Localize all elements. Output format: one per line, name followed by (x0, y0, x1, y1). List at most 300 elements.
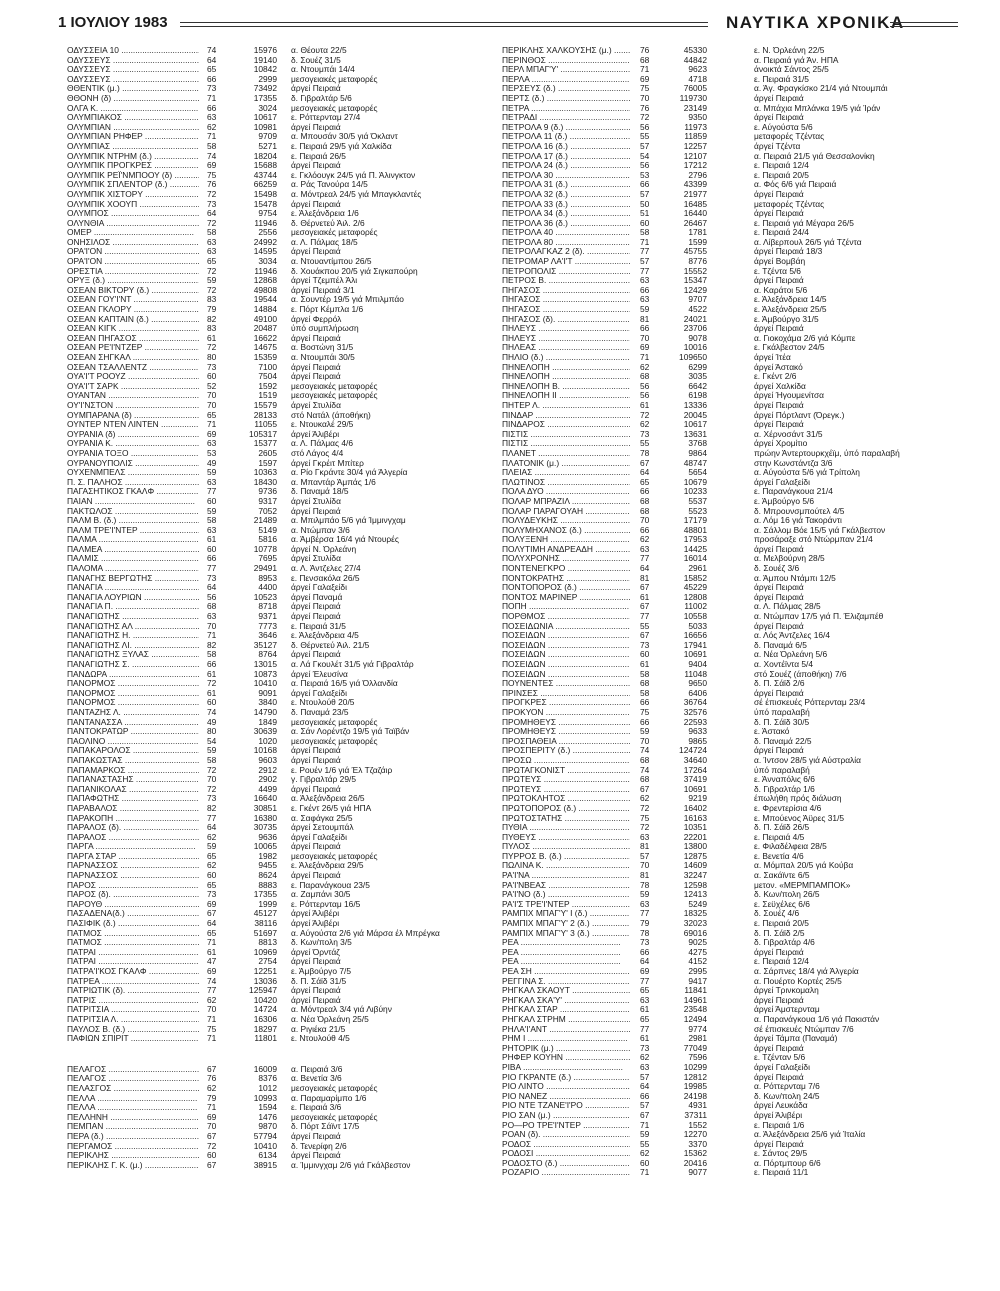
ship-entry-row (502, 977, 962, 987)
ship-entry-row (502, 852, 962, 862)
ship-name: ΠΕΤΡΟΠΟΛΙΣ ..... (502, 267, 630, 277)
ship-name: ΠΑΤΡΑΙ ..... (67, 957, 199, 967)
build-year: 64 (640, 563, 650, 574)
build-year: 71 (207, 1033, 217, 1044)
build-year: 60 (207, 1150, 217, 1161)
build-year: 76 (640, 45, 650, 55)
build-year: 59 (207, 745, 217, 756)
ship-name: ΠΑΤΡΑ'Ι'ΚΟΣ ΓΚΑΛΦ ..... (67, 967, 199, 977)
status-location: άργεί Πειραιά (754, 419, 804, 430)
status-location: δ. Κων/πολη 3/5 (291, 937, 352, 948)
status-location: ε. Πειραιά 3/6 (291, 1102, 342, 1113)
tonnage: 11946 (254, 217, 277, 228)
tonnage: 105317 (249, 428, 277, 439)
build-year: 58 (207, 649, 217, 660)
build-year: 76 (640, 102, 650, 113)
tonnage: 10617 (253, 112, 277, 123)
ship-name: ΠΕΤΡΟΛΑ 30 ..... (502, 171, 630, 181)
ship-name: ΡΙΟ ΝΑΝΕΖ ..... (502, 1092, 630, 1102)
ship-name: ΠΕΛΛΑ ..... (67, 1103, 199, 1113)
ship-name: ΟΥΜΠΑΡΑΝΑ (δ) ..... (67, 411, 199, 421)
ship-name: ΠΟΣΕΙΔΩΝΙΑ ..... (502, 622, 630, 632)
tonnage: 22201 (683, 831, 707, 842)
ship-name: ΠΑΤΜΟΣ ..... (67, 929, 199, 939)
build-year: 62 (207, 121, 217, 132)
tonnage: 37419 (683, 774, 707, 785)
build-year: 52 (207, 380, 217, 391)
build-year: 78 (640, 927, 650, 938)
build-year: 77 (207, 812, 217, 823)
ship-name: ΠΕΤΡΟΛΑ 31 (δ.) ..... (502, 180, 630, 190)
ship-name: ΠΑΝΑΓΙΩΤΗΣ ..... (67, 612, 199, 622)
ship-name: ΠΡΟΜΗΘΕΥΣ ..... (502, 718, 630, 728)
build-year: 63 (207, 611, 217, 622)
build-year: 73 (207, 83, 217, 94)
tonnage: 14790 (253, 706, 277, 717)
ship-name: ΠΑΡΝΑΣΣΟΣ ..... (67, 861, 199, 871)
ship-entry-row (67, 267, 497, 277)
ship-entry-row (502, 957, 962, 967)
status-location: άργεί Πειραιά (291, 985, 341, 996)
ship-name: ΠΕΛΛΑ ..... (67, 1094, 199, 1104)
build-year: 77 (207, 563, 217, 574)
status-location: ε. Άστακό (754, 726, 790, 737)
tonnage: 10410 (253, 1140, 277, 1151)
ship-entry-row (67, 65, 497, 75)
status-location: μεσογειακές μεταφορές (291, 1111, 378, 1122)
page-header (58, 12, 958, 38)
ship-name: ΠΑΝΤΑΖΗΣ Λ. ..... (67, 708, 199, 718)
tonnage: 9865 (688, 735, 707, 746)
tonnage: 12251 (253, 966, 277, 976)
build-year: 60 (640, 217, 650, 228)
ship-entry-row (67, 257, 497, 267)
status-location: α. Σακάϊντε 6/5 (754, 870, 810, 881)
tonnage: 13336 (683, 399, 707, 410)
status-location: α. Μπουσάν 30/5 γιά Όκλαντ (291, 131, 398, 142)
tonnage: 10016 (683, 342, 707, 353)
ship-name: ΠΥΘΕΥΣ ..... (502, 833, 630, 843)
build-year: 57 (640, 188, 650, 199)
ship-entry-row (67, 909, 497, 919)
ship-name: ΠΗΛΕΥΣ ..... (502, 324, 630, 334)
build-year: 71 (640, 236, 650, 247)
ship-name: ΠΟΝΤΟΣ ΜΑΡΙΝΕΡ ..... (502, 593, 630, 603)
build-year: 57 (640, 256, 650, 267)
ship-entry-row (502, 986, 962, 996)
build-year: 60 (207, 870, 217, 881)
ship-list-block-c (502, 46, 962, 1178)
ship-entry-row (502, 56, 962, 66)
status-location: ε. Πειραιά 12/4 (754, 160, 809, 171)
status-location: α. Σουντέρ 19/5 γιά Μπιλμπάο (291, 294, 404, 305)
tonnage: 11002 (684, 601, 707, 612)
status-location: ε. Πειραιά 20/5 (754, 169, 809, 180)
ship-entry-row (502, 363, 962, 373)
build-year: 77 (207, 985, 217, 996)
status-location: α. Λ. Πάλμας 18/5 (291, 236, 358, 247)
status-location: μεσογειακές μεταφορές (291, 227, 378, 238)
status-location: δ. Γιβραλτάρ 1/6 (754, 783, 815, 794)
ship-name: ΡΗΓΚΑΛ ΣΚΑ'Υ' ..... (502, 996, 630, 1006)
build-year: 63 (207, 476, 217, 487)
status-location: μεσογειακές μεταφορές (291, 380, 378, 391)
status-location: δ. Μπρουνσμπούτελ 4/5 (754, 505, 845, 516)
tonnage: 26467 (683, 217, 707, 228)
status-location: άργεί Άλιβέρι (754, 1109, 803, 1120)
ship-name: ΠΗΓΑΣΟΣ ..... (502, 295, 630, 305)
ship-name: ΠΕΤΡΟΛΑ 36 (δ.) ..... (502, 219, 630, 229)
ship-name: ΠΑΝΑΓΙΑ ΛΟΥΡΙΩΝ ..... (67, 593, 199, 603)
ship-name: ΠΑΝΑΓΙΩΤΗΣ ΑΛ ..... (67, 622, 199, 632)
ship-entry-row (67, 56, 497, 66)
tonnage: 16485 (683, 198, 707, 209)
ship-name: ΠΕΡΓΑΜΟΣ ..... (67, 1142, 199, 1152)
status-location: άργεί Πειραιά (754, 112, 804, 123)
status-location: ε. Πειραιά 29/5 γιά Χαλκίδα (291, 140, 392, 151)
tonnage: 1020 (258, 735, 277, 746)
ship-name: ΠΑΡΟΥΘ ..... (67, 900, 199, 910)
status-location: α. Καράτοι 5/6 (754, 284, 808, 295)
build-year: 69 (207, 966, 217, 976)
ship-name: ΠΑΠΑΝΑΣΤΑΣΗΣ ..... (67, 775, 199, 785)
ship-entry-row (502, 660, 962, 670)
status-location: άργεί Χρομίτιο (754, 438, 808, 449)
ship-entry-row (67, 180, 497, 190)
ship-entry-row (67, 602, 497, 612)
tonnage: 19544 (253, 294, 277, 305)
build-year: 58 (207, 140, 217, 151)
ship-name: ΠΑΠΑΝΙΚΟΛΑΣ ..... (67, 785, 199, 795)
tonnage: 19985 (683, 1081, 707, 1092)
build-year: 63 (207, 246, 217, 257)
tonnage: 18430 (253, 476, 277, 487)
status-location: ε. Πειραιά 1/6 (754, 1119, 805, 1130)
tonnage: 4522 (688, 304, 707, 315)
status-location: ε. Άλεξάνδρεια 4/5 (291, 630, 359, 641)
ship-name: ΡΕΓΓΙΝΑ Σ. ..... (502, 977, 630, 987)
status-location: άργεί Πειραιά (291, 783, 341, 794)
status-location: α. Λίβερπουλ 26/5 γιά Τζέντα (754, 236, 862, 247)
tonnage: 18325 (683, 908, 707, 919)
ship-name: ΟΥΑΝΤΑΝ ..... (67, 391, 199, 401)
ship-name: ΠΡΟΜΗΘΕΥΣ ..... (502, 727, 630, 737)
status-location: μεταφορές Τζέντας (754, 131, 825, 142)
ship-name: ΡΗΦΕΡ ΚΟΥΗΝ ..... (502, 1053, 630, 1063)
ship-name: ΠΙΣΤΙΣ ..... (502, 430, 630, 440)
ship-entry-row (67, 1074, 497, 1084)
ship-name: ΟΣΕΑΝ ΣΗΓΚΑΛ ..... (67, 353, 199, 363)
status-location: α. Βοστώνη 31/5 (291, 342, 354, 353)
build-year: 74 (207, 150, 217, 161)
build-year: 59 (207, 505, 217, 516)
build-year: 53 (640, 169, 650, 180)
status-location: δ. Θέρνετεύ Άιλ. 2/6 (291, 217, 365, 228)
status-location: γ. Γιβραλτάρ 29/5 (291, 774, 356, 785)
tonnage: 9709 (258, 131, 277, 142)
build-year: 65 (640, 985, 650, 996)
status-location: άργεί Πειραιά (754, 1138, 804, 1149)
status-location: άργεί Τζέντα (754, 140, 801, 151)
status-location: άργεί Έλευσίνα (291, 668, 348, 679)
ship-name: ΡΗΛΑ'Ι'ΑΝΤ ..... (502, 1025, 630, 1035)
ship-name: ΠΑΝΤΑΝΑΣΣΑ ..... (67, 718, 199, 728)
tonnage: 17941 (683, 639, 707, 650)
status-location: ε. Γκέντ 2/6 (754, 371, 797, 382)
ship-name: ΟΥΧΕΝΜΠΕΛΣ ..... (67, 468, 199, 478)
tonnage: 19140 (253, 54, 277, 65)
ship-name: ΠΕΤΡΟΛΑ 11 (δ.) ..... (502, 132, 630, 142)
ship-entry-row (67, 631, 497, 641)
status-location: ε. Αύγούστα 5/6 (754, 121, 813, 132)
tonnage: 3034 (258, 256, 277, 267)
ship-name: ΠΙΝΔΑΡ ..... (502, 411, 630, 421)
tonnage: 45127 (253, 908, 277, 919)
ship-name: ΟΥΡΑΝΟΥΠΟΛΙΣ ..... (67, 459, 199, 469)
ship-entry-row (502, 94, 962, 104)
tonnage: 13800 (683, 841, 707, 852)
status-location: α. Πειραιά γιά Άν. ΗΠΑ (754, 54, 839, 65)
tonnage: 8953 (258, 572, 277, 583)
build-year: 65 (640, 476, 650, 487)
ship-entry-row (67, 746, 497, 756)
tonnage: 11946 (254, 265, 277, 276)
tonnage: 2754 (258, 956, 277, 967)
ship-entry-row (502, 219, 962, 229)
status-location: α. Πόρτμπουρ 6/6 (754, 1157, 821, 1168)
build-year: 65 (207, 927, 217, 938)
ship-entry-row (67, 794, 497, 804)
ship-entry-row (502, 545, 962, 555)
build-year: 64 (207, 918, 217, 929)
status-location: έπωλήθη πρός διάλυση (754, 793, 842, 804)
status-location: άργεί Πειραιά (291, 870, 341, 881)
build-year: 58 (640, 687, 650, 698)
ship-entry-row (502, 1140, 962, 1150)
status-location: α. Φός 6/6 γιά Πειραιά (754, 179, 837, 190)
ship-name: ΡΙΟ ΛΙΝΤΟ ..... (502, 1082, 630, 1092)
ship-entry-row (502, 929, 962, 939)
ship-entry-row (67, 295, 497, 305)
tonnage: 15552 (683, 265, 707, 276)
ship-name: ΟΡΥΞ (δ.) ..... (67, 276, 199, 286)
status-location: α. Ίμμινγχαμ 2/6 γιά Γκάλβεστον (291, 1159, 411, 1170)
ship-entry-row (502, 833, 962, 843)
ship-entry-row (67, 84, 497, 94)
ship-name: ΠΑΛΟΜΑ ..... (67, 564, 199, 574)
tonnage: 14724 (253, 1004, 277, 1015)
status-location: ε. Πειραιά 31/5 (754, 73, 809, 84)
build-year: 61 (640, 659, 650, 669)
ship-name: ΠΡΟΚΥΟΝ ..... (502, 708, 630, 718)
build-year: 57 (640, 1100, 650, 1111)
status-location: α. Ριγιέκα 21/5 (291, 1023, 346, 1034)
ship-name: ΟΜΕΡ ..... (67, 228, 199, 238)
status-location: άργεί Πειραιά (754, 620, 804, 631)
tonnage: 1592 (258, 380, 277, 391)
tonnage: 1476 (258, 1111, 277, 1122)
ship-name: ΟΛΥΜΠΙΑΚΟΣ ..... (67, 113, 199, 123)
ship-name: ΡΕΑ ΣΗ ..... (502, 967, 630, 977)
tonnage: 9864 (688, 447, 707, 458)
ship-entry-row (67, 967, 497, 977)
build-year: 74 (207, 45, 217, 55)
build-year: 63 (640, 831, 650, 842)
tonnage: 23149 (683, 102, 707, 113)
tonnage: 8776 (688, 256, 707, 267)
status-location: μεσογειακές μεταφορές (291, 390, 378, 401)
ship-entry-row (502, 679, 962, 689)
tonnage: 15852 (683, 572, 707, 583)
ship-entry-row (67, 487, 497, 497)
ship-entry-row (67, 775, 497, 785)
ship-entry-row (67, 343, 497, 353)
ship-name: ΠΕΤΡΟΛΑ 16 (δ.) ..... (502, 142, 630, 152)
build-year: 77 (207, 486, 217, 497)
build-year: 63 (207, 112, 217, 123)
tonnage: 4499 (258, 783, 277, 794)
ship-entry-row (67, 670, 497, 680)
build-year: 59 (640, 304, 650, 315)
ship-name: ΠΕΡΛΑ ..... (502, 75, 630, 85)
build-year: 80 (207, 352, 217, 362)
status-location: άργεί Πειραιά (291, 1130, 341, 1141)
ship-entry-row (67, 334, 497, 344)
ship-entry-row (67, 1034, 497, 1044)
status-location: ε. Ρόττερνταμ 16/5 (291, 898, 361, 909)
ship-entry-row (502, 842, 962, 852)
build-year: 69 (207, 428, 217, 439)
build-year: 83 (207, 294, 217, 305)
build-year: 72 (640, 822, 650, 833)
ship-entry-row (502, 1101, 962, 1111)
build-year: 62 (640, 361, 650, 372)
ship-name: ΠΡΟΣΠΑΘΕΙΑ ..... (502, 737, 630, 747)
status-location: α. Παραμαρίμπο 1/6 (291, 1092, 367, 1103)
ship-name: ΠΑΝΤΟΚΡΑΤΩΡ ..... (67, 727, 199, 737)
ship-name: ΠΗΝΕΛΟΠΗ Β. ..... (502, 382, 630, 392)
ship-entry-row (502, 142, 962, 152)
ship-name: ΡΗΤΟΡΙΚ (μ.) ..... (502, 1044, 630, 1054)
status-location: άργεί Πειραιά (291, 160, 341, 171)
status-location: άργεί Πειραιά (291, 246, 341, 257)
build-year: 81 (640, 841, 650, 852)
ship-name: ΠΑΤΡΑΙ ..... (67, 948, 199, 958)
status-location: άργεί Πειραιά (754, 994, 804, 1005)
status-location: α. Αύγούστα 5/6 γιά Τρίπολη (754, 467, 860, 478)
build-year: 68 (207, 601, 217, 612)
ship-entry-row (502, 247, 962, 257)
ship-entry-row (502, 123, 962, 133)
ship-name: ΠΑΠΑΚΩΣΤΑΣ ..... (67, 756, 199, 766)
ship-name: ΠΡΟΣΩ ..... (502, 756, 630, 766)
header-rule-right (890, 22, 958, 27)
ship-entry-row (67, 200, 497, 210)
ship-entry-row (502, 564, 962, 574)
ship-name: ΠΑΠΑΜΑΡΚΟΣ ..... (67, 766, 199, 776)
ship-name: ΠΕΡΛ ΜΠΑΓ'Υ' ..... (502, 65, 630, 75)
ship-name: ΡΗΓΚΑΛ ΣΤΑΡ ..... (502, 1005, 630, 1015)
ship-name: ΠΑΚΤΩΛΟΣ ..... (67, 507, 199, 517)
ship-name: ΠΕΡΑ (δ.) ..... (67, 1132, 199, 1142)
build-year: 66 (640, 946, 650, 957)
ship-entry-row (67, 612, 497, 622)
ship-name: ΠΕΡΙΚΛΗΣ ΧΑΛΚΟΥΣΗΣ (μ.) ..... (502, 46, 630, 56)
tonnage: 12812 (683, 1071, 707, 1082)
status-location: άργεί Πειραιά (754, 687, 804, 698)
ship-entry-row (502, 372, 962, 382)
status-location: α. Μπιλμπάο 5/6 γιά Ίμμινγχαμ (291, 515, 406, 526)
status-location: α. Λ. Πάλμας 4/6 (291, 438, 354, 449)
ship-entry-row (502, 583, 962, 593)
ship-name: ΠΗΓΑΣΟΣ ..... (502, 305, 630, 315)
build-year: 57 (640, 1071, 650, 1082)
ship-entry-row (502, 612, 962, 622)
tonnage: 11055 (254, 419, 277, 430)
status-location: δ. Παναμά 18/5 (291, 486, 349, 497)
tonnage: 1552 (688, 1119, 707, 1130)
build-year: 72 (640, 802, 650, 813)
tonnage: 36764 (683, 697, 707, 708)
ship-name: ΠΡΩΤΕΥΣ ..... (502, 785, 630, 795)
build-year: 75 (207, 169, 217, 180)
build-year: 63 (207, 438, 217, 449)
status-location: άργεί Πειραιά (291, 198, 341, 209)
build-year: 69 (207, 898, 217, 909)
build-year: 64 (207, 582, 217, 593)
build-year: 79 (207, 1092, 217, 1103)
status-location: σέ έπισκευές Ρόττερνταμ 23/4 (754, 697, 866, 708)
tonnage: 34640 (683, 754, 707, 765)
ship-name: ΠΟΠΗ ..... (502, 602, 630, 612)
status-location: ε. Άλεξάνδρεια 25/5 (754, 304, 827, 315)
build-year: 58 (640, 227, 650, 238)
build-year: 67 (640, 601, 650, 612)
ship-entry-row (502, 1005, 962, 1015)
build-year: 63 (640, 1061, 650, 1072)
ship-name: ΠΟΛΥΜΗΧΑΝΟΣ (δ.) ..... (502, 526, 630, 536)
tonnage: 15498 (253, 188, 277, 199)
tonnage: 10558 (683, 611, 707, 622)
build-year: 74 (640, 745, 650, 756)
ship-name: ΟΛΥΜΠΙΑΝ ..... (67, 123, 199, 133)
ship-name: ΠΗΛΕΥΣ ..... (502, 334, 630, 344)
ship-entry-row (67, 756, 497, 766)
tonnage: 16622 (253, 332, 277, 343)
ship-name: ΠΑΛΜΕΑ ..... (67, 545, 199, 555)
ship-entry-row (502, 698, 962, 708)
build-year: 56 (640, 380, 650, 391)
tonnage: 38116 (254, 918, 277, 929)
tonnage: 14675 (253, 342, 277, 353)
tonnage: 10691 (683, 783, 707, 794)
status-location: α. Ντουμπάι 14/4 (291, 64, 355, 75)
ship-entry-row (502, 1025, 962, 1035)
ship-entry-row (502, 507, 962, 517)
build-year: 82 (207, 313, 217, 324)
build-year: 82 (207, 639, 217, 650)
ship-entry-row (502, 343, 962, 353)
build-year: 59 (640, 1129, 650, 1140)
ship-name: ΠΑΡΟΣ (δ). ..... (67, 890, 199, 900)
ship-name: ΠΟΝΤΕΝΕΓΚΡΟ ..... (502, 564, 630, 574)
build-year: 73 (207, 198, 217, 209)
build-year: 60 (640, 649, 650, 660)
ship-entry-row (502, 487, 962, 497)
ship-entry-row (502, 823, 962, 833)
tonnage: 7773 (258, 620, 277, 631)
status-location: ε. Πόρτ Κέμπλα 1/6 (291, 304, 364, 315)
